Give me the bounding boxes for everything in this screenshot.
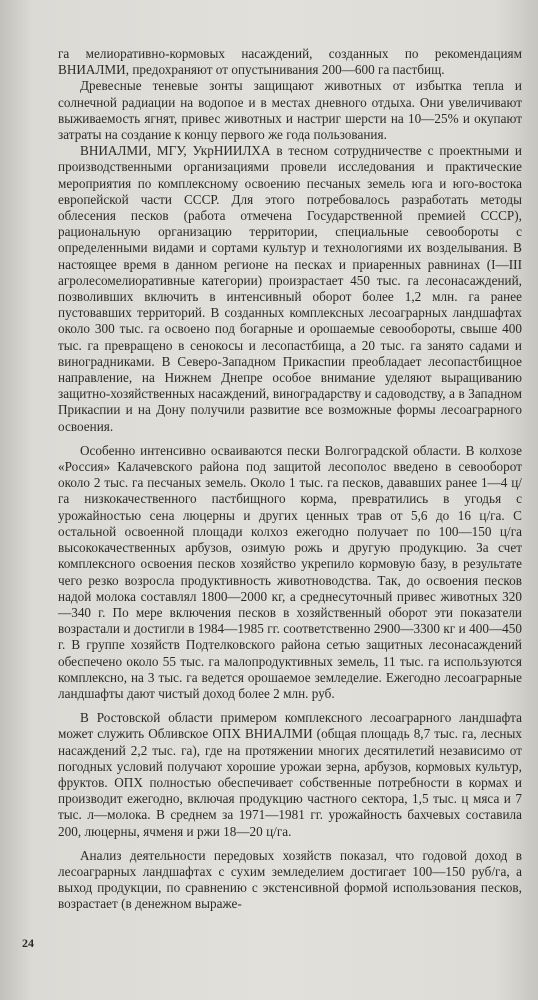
paragraph-6: Анализ деятельности передовых хозяйств показал, что годовой доход в лесоаграрных ландшафтах с сухим земледелием достигает 100—150 руб/га, а выход продукции, по сравнению с экстенсивной формой использования песков, возрастает (в денежном выраже-: [58, 847, 522, 912]
paragraph-4: Особенно интенсивно осваиваются пески Волгоградской области. В колхозе «Россия» Калачевского района под защитой лесополос введено в севооборот около 2 тыс. га песчаных земель. Около 1 тыс. га песков, дававших ранее 1—4 ц/га низкокачественного пастбищного корма, превратились в угодья с урожайностью сена люцерны и других ценных трав от 5,6 до 16 ц/га. С остальной освоенной площади колхоз ежегодно получает по 100—150 ц/га высококачественных арбузов, озимую рожь и другую продукцию. За счет комплексного освоения песков хозяйство укрепило кормовую базу, в результате чего резко возросла продуктивность животноводства. Так, до освоения песков надой молока составлял 1800—2000 кг, а среднесуточный привес животных 320—340 г. По мере включения песков в хозяйственный оборот эти показатели возрастали и достигли в 1984—1985 гг. соответственно 2900—3300 кг и 400—450 г. В группе хозяйств Подтелковского района сетью защитных лесонасаждений обеспечено около 55 тыс. га малопродуктивных земель, 11 тыс. га используются комплексно, на 3 тыс. га ведется орошаемое земледелие. Ежегодно лесоаграрные ландшафты дают чистый доход более 2 млн. руб.: [58, 442, 522, 701]
body-text: [58, 46, 522, 913]
page-number: 24: [22, 936, 34, 950]
paragraph-5: В Ростовской области примером комплексного лесоаграрного ландшафта может служить Обливское ОПХ ВНИАЛМИ (общая площадь 8,7 тыс. га, лесных насаждений 2,2 тыс. га), где на протяжении многих десятилетий независимо от погодных условий получают хорошие урожаи зерна, арбузов, кормовых культур, фруктов. ОПХ полностью обеспечивает собственные потребности в кормах и производит ежегодно, включая продукцию частного сектора, 1,5 тыс. ц мяса и 7 тыс. л—молока. В среднем за 1971—1981 гг. урожайность бахчевых составила 200, люцерны, ячменя и ржи 18—20 ц/га.: [58, 710, 522, 839]
paragraph-2: Древесные теневые зонты защищают животных от избытка тепла и солнечной радиации на водопое и в местах дневного отдыха. Они увеличивают выживаемость ягнят, привес животных и настриг шерсти на 10—25% и окупают затраты на создание к концу первого же года пользования.: [58, 78, 522, 143]
paragraph-3: ВНИАЛМИ, МГУ, УкрНИИЛХА в тесном сотрудничестве с проектными и производственными организациями провели исследования и практические мероприятия по комплексному освоению песчаных земель юга и юго-востока европейской части СССР. Для этого потребовалось разработать методы облесения песков (работа отмечена Государственной премией СССР), рациональную организацию территории, специальные севообороты с определенными видами и сортами культур и технологиями их возделывания. В настоящее время в данном регионе на песках и приаренных равнинах (I—III агролесомелиоративные категории) произрастает 450 тыс. га лесонасаждений, позволивших включить в интенсивный оборот более 1,2 млн. га ранее пустовавших территорий. В созданных комплексных лесоаграрных ландшафтах около 300 тыс. га освоено под богарные и орошаемые севообороты, свыше 400 тыс. га превращено в сенокосы и лесопастбища, а 20 тыс. га занято садами и виноградниками. В Северо-Западном Прикаспии преобладает лесопастбищное направление, на Нижнем Днепре особое внимание уделяют выращиванию защитно-хозяйственных насаждений, виноградарству и садоводству, а в Западном Прикаспии и на Дону получили развитие все возможные формы лесоаграрного освоения.: [58, 143, 522, 434]
paragraph-1: га мелиоративно-кормовых насаждений, созданных по рекомендациям ВНИАЛМИ, предохраняют от опустынивания 200—600 га пастбищ.: [58, 46, 522, 78]
